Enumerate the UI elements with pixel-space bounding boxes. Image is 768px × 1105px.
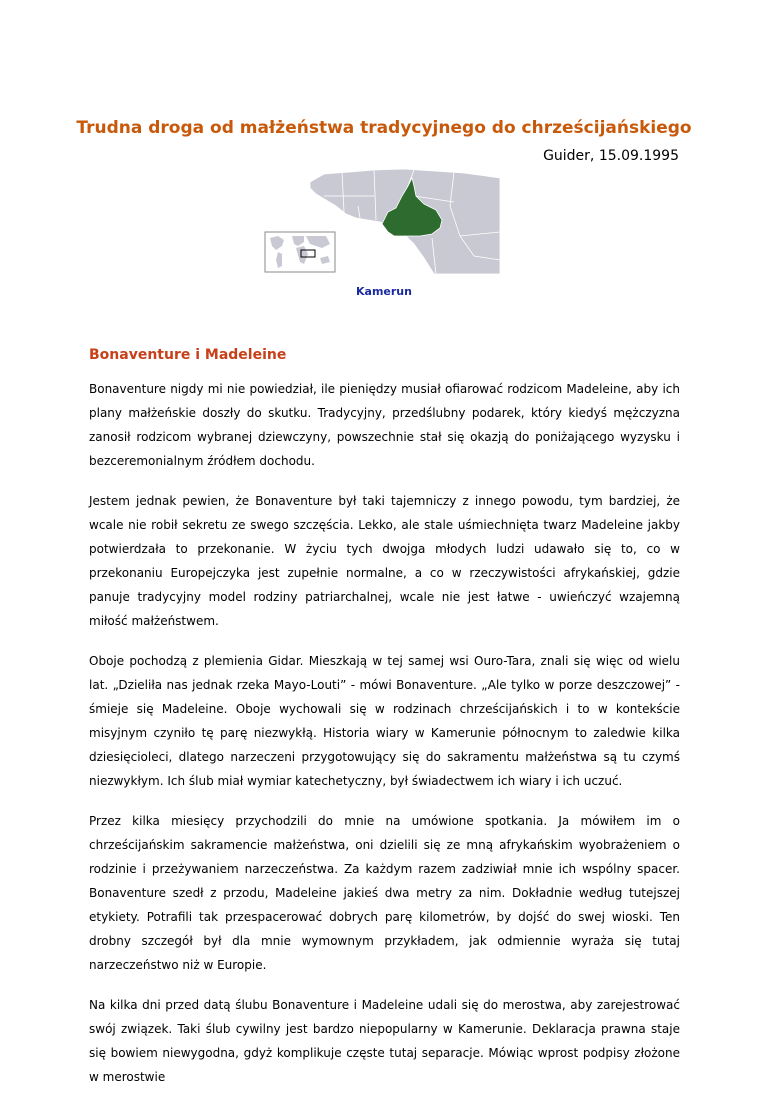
cameroon-locator-map [264, 166, 504, 288]
paragraph: Bonaventure nigdy mi nie powiedział, ile pieniędzy musiał ofiarować rodzicom Madeleine, aby ich plany małżeńskie doszły do skutku. Tradycyjny, przedślubny podarek, który kiedyś mężczyzna zanosił rodzicom wybranej dziewczyny, powszechnie stał się okazją do poniżającego wyzysku i bezceremonialnym źródłem dochodu. [89, 382, 680, 468]
section-heading: Bonaventure i Madeleine [89, 347, 287, 363]
paragraph: Na kilka dni przed datą ślubu Bonaventure i Madeleine udali się do merostwa, aby zarejestrować swój związek. Taki ślub cywilny jest bardzo niepopularny w Kamerunie. Deklaracja prawna staje się bowiem niewygodna, gdyż komplikuje częste tutaj separacje. Mówiąc wprost podpisy złożone w merostwie [89, 998, 680, 1084]
paragraph: Oboje pochodzą z plemienia Gidar. Mieszkają w tej samej wsi Ouro-Tara, znali się więc od wielu lat. „Dzieliła nas jednak rzeka Mayo-Louti” - mówi Bonaventure. „Ale tylko w porze deszczowej” - śmieje się Madeleine. Oboje wychowali się w rodzinach chrześcijańskich i to w kontekście misyjnym czyniło tę parę niezwykłą. Historia wiary w Kamerunie północnym to zaledwie kilka dziesięcioleci, dlatego narzeczeni przygotowujący się do sakramentu małżeństwa są tu czymś niezwykłym. Ich ślub miał wymiar katechetyczny, był świadectwem ich wiary i ich uczuć. [89, 654, 680, 788]
dateline: Guider, 15.09.1995 [543, 148, 679, 164]
map-figure [264, 166, 504, 296]
world-inset [265, 232, 335, 272]
map-caption: Kamerun [356, 285, 412, 298]
paragraph: Jestem jednak pewien, że Bonaventure był taki tajemniczy z innego powodu, tym bardziej, że wcale nie robił sekretu ze swego szczęścia. Lekko, ale stale uśmiechnięta twarz Madeleine jakby potwierdzała to przekonanie. W życiu tych dwojga młodych ludzi udawało się to, co w przekonaniu Europejczyka jest zupełnie normalne, a co w rzeczywistości afrykańskiej, gdzie panuje tradycyjny model rodziny patriarchalnej, wcale nie jest łatwe - uwieńczyć wzajemną miłość małżeństwem. [89, 494, 680, 628]
article-title: Trudna droga od małżeństwa tradycyjnego do chrześcijańskiego [76, 118, 692, 138]
paragraph: Przez kilka miesięcy przychodzili do mnie na umówione spotkania. Ja mówiłem im o chrześcijańskim sakramencie małżeństwa, oni dzielili się ze mną afrykańskim wyobrażeniem o rodzinie i przeżywaniem narzeczeństwa. Za każdym razem zadziwiał mnie ich wspólny spacer. Bonaventure szedł z przodu, Madeleine jakieś dwa metry za nim. Dokładnie według tutejszej etykiety. Potrafili tak przespacerować dobrych parę kilometrów, by dojść do swej wioski. Ten drobny szczegół był dla mnie wymownym przykładem, jak odmiennie wyraża się tutaj narzeczeństwo niż w Europie. [89, 814, 680, 972]
article-body [89, 377, 680, 1105]
